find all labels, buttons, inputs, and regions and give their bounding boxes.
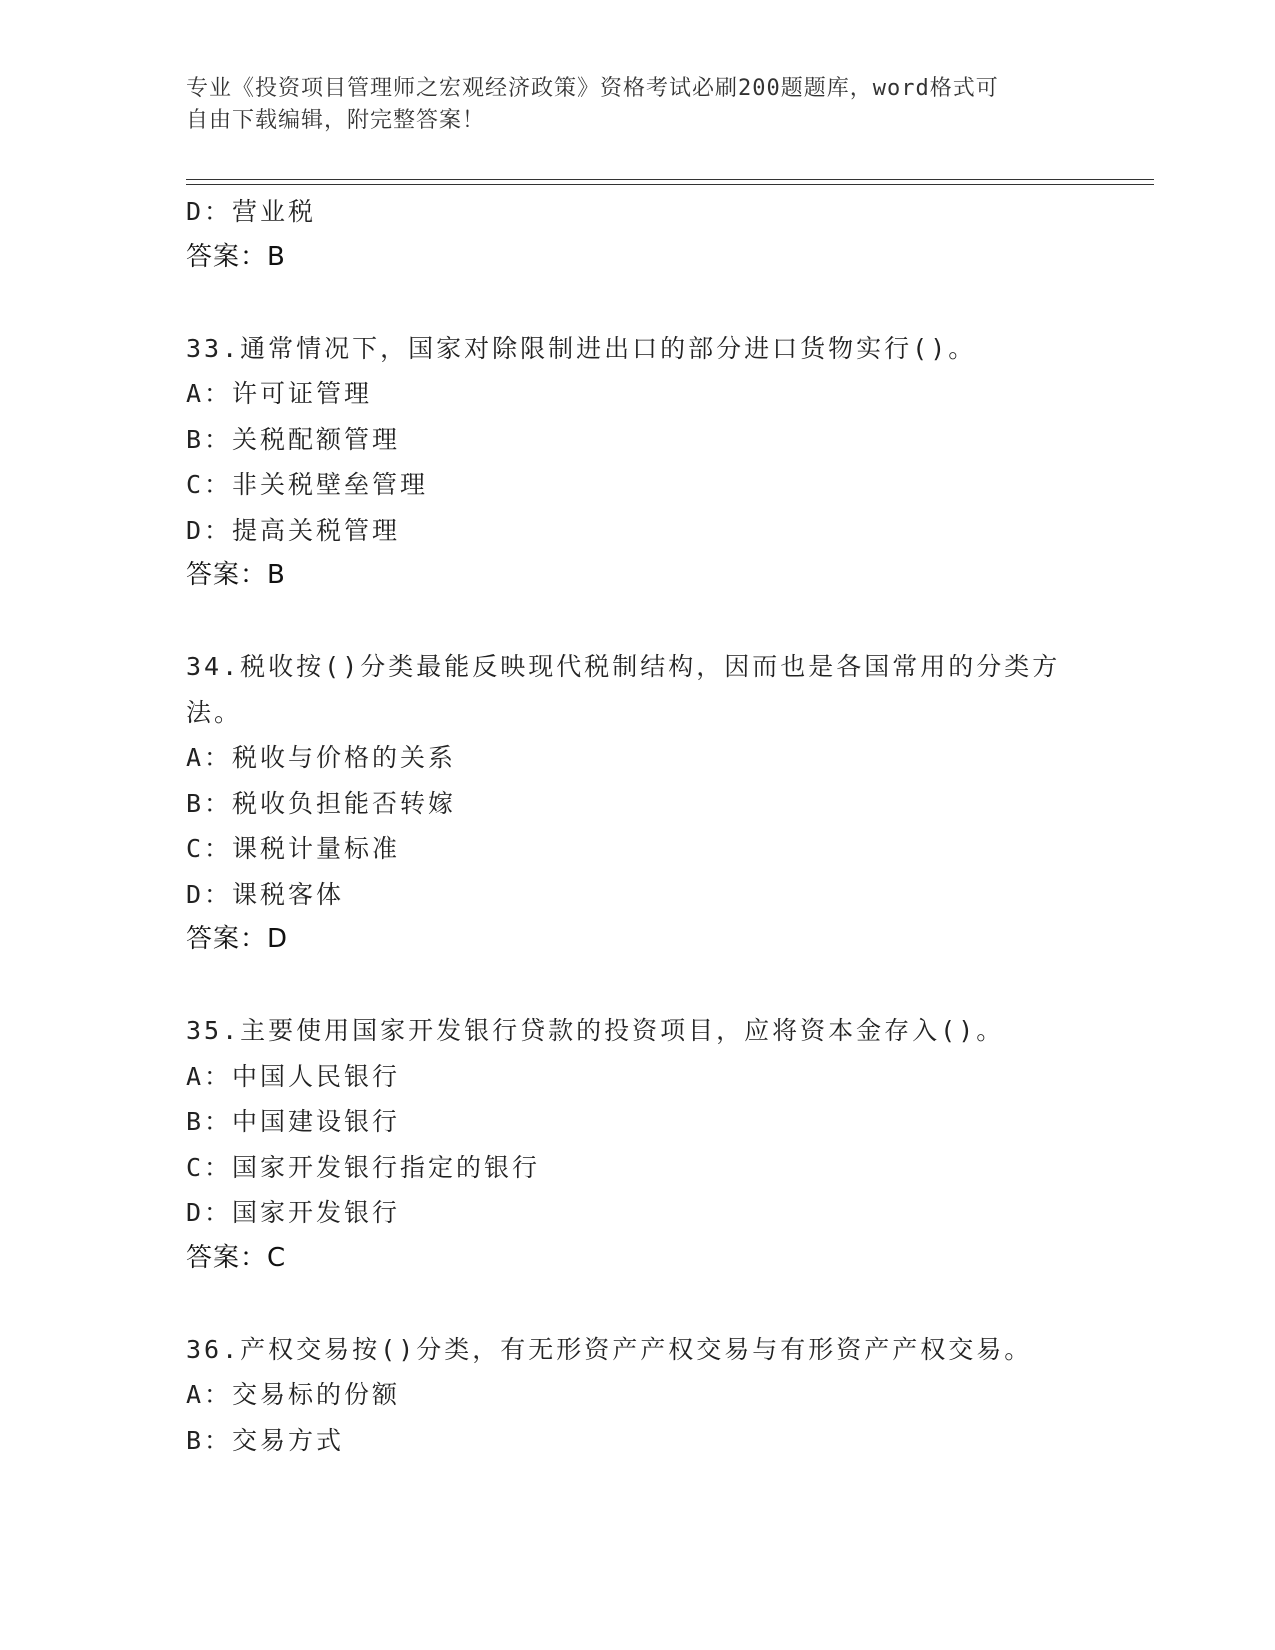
option-d: D：国家开发银行 — [186, 1198, 401, 1227]
option-b: B：关税配额管理 — [186, 424, 401, 454]
option-c: C：课税计量标准 — [186, 834, 401, 863]
option-b: B：交易方式 — [186, 1425, 345, 1455]
question-text: 33.通常情况下，国家对除限制进出口的部分进口货物实行()。 — [186, 333, 977, 363]
spacer — [186, 280, 1086, 326]
question-list — [186, 189, 1086, 1463]
question-block-34 — [186, 644, 1086, 963]
header-title-line-2: 自由下载编辑，附完整答案！ — [186, 108, 486, 133]
spacer — [186, 599, 1086, 645]
document-header — [186, 73, 1066, 137]
header-rule-bottom — [186, 184, 1154, 185]
answer-line: 答案：B — [186, 560, 286, 590]
question-block-32 — [186, 189, 1086, 280]
option-d: D：课税客体 — [186, 879, 345, 909]
option-c: C：国家开发银行指定的银行 — [186, 1152, 541, 1182]
question-text: 36.产权交易按()分类，有无形资产产权交易与有形资产产权交易。 — [186, 1334, 1033, 1364]
spacer — [186, 1281, 1086, 1327]
option-a: A：许可证管理 — [186, 379, 373, 408]
option-a: A：中国人民银行 — [186, 1061, 401, 1091]
header-rule-top — [186, 179, 1154, 180]
question-text: 35.主要使用国家开发银行贷款的投资项目，应将资本金存入()。 — [186, 1016, 1005, 1045]
spacer — [186, 963, 1086, 1009]
option-d: D：营业税 — [186, 197, 317, 226]
question-text-line-1: 34.税收按()分类最能反映现代税制结构，因而也是各国常用的分类方 — [186, 652, 1061, 681]
option-b: B：税收负担能否转嫁 — [186, 788, 457, 818]
question-block-36 — [186, 1327, 1086, 1464]
question-text-line-2: 法。 — [186, 697, 243, 727]
header-title-line-1: 专业《投资项目管理师之宏观经济政策》资格考试必刷200题题库，word格式可 — [186, 76, 999, 101]
question-block-33 — [186, 326, 1086, 599]
answer-line: 答案：B — [186, 241, 286, 272]
answer-line: 答案：D — [186, 924, 289, 954]
option-a: A：税收与价格的关系 — [186, 743, 457, 772]
option-d: D：提高关税管理 — [186, 515, 401, 545]
answer-line: 答案：C — [186, 1242, 287, 1273]
option-a: A：交易标的份额 — [186, 1380, 401, 1409]
question-block-35 — [186, 1008, 1086, 1281]
option-c: C：非关税壁垒管理 — [186, 470, 429, 499]
option-b: B：中国建设银行 — [186, 1107, 401, 1136]
